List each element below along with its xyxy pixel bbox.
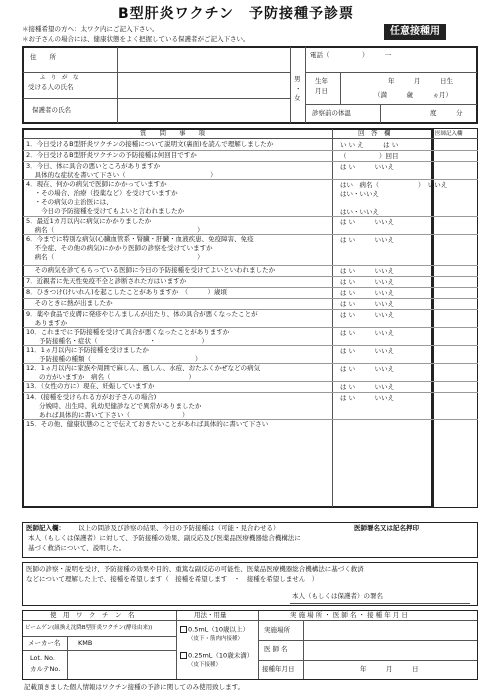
question-header: 質 問 事 項 <box>140 129 205 137</box>
dose-option-1[interactable]: 0.5mL（10歳以上） <box>180 626 249 634</box>
question-text: 12．1ヵ月以内に家族や周囲で麻しん、風しん、水痘、おたふくかぜなどの病気 の方がいますか 病名（ ） <box>26 364 261 381</box>
answer-choice[interactable]: は い いいえ <box>340 311 395 319</box>
recipient-name-label: 受ける人の氏名 <box>28 83 74 91</box>
doctor-text-2: 本人（もしくは保護者）に対して、予防接種の効果、副反応及び医薬品医療機器総合機構法に <box>28 534 301 542</box>
answer-choice[interactable]: は い いいえ <box>340 163 395 171</box>
age-field[interactable]: （満 歳 ヵ月） <box>374 91 452 99</box>
maker-value: KMB <box>78 639 93 647</box>
place-header: 実 施 場 所 ・ 医 師 名 ・ 接 種 年 月 日 <box>290 611 408 619</box>
answer-choice[interactable]: は い いいえ <box>340 394 395 402</box>
page-title: B型肝炎ワクチン 予防接種予診票 <box>118 6 354 22</box>
answer-choice[interactable]: い い え は い <box>340 141 399 149</box>
karte-label: カルテNo. <box>30 665 61 673</box>
answer-choice[interactable]: は い いいえ <box>340 383 395 391</box>
temperature-field[interactable]: 度 分 <box>430 109 463 117</box>
address-label: 住 所 <box>30 53 56 61</box>
doctor-signature[interactable]: 医師署名又は記名押印 <box>354 524 419 532</box>
gender-male[interactable]: 男 <box>294 75 301 83</box>
optional-vaccination-badge: 任意接種用 <box>384 24 446 40</box>
gender-female[interactable]: 女 <box>294 94 301 102</box>
phone-field[interactable]: 電話（ ） 一 <box>310 51 392 59</box>
answer-choice[interactable]: は い いいえ <box>340 278 395 286</box>
doctor-header: 医師記入欄 <box>435 131 463 137</box>
question-text: 6．今までに特別な病気(心臓血管系・腎臓・肝臓・血液疾患、免疫障害、免疫 不全症、その他の病気)にかかり医師の診察を受けていますか 病名（ ） <box>26 235 254 261</box>
question-text: 4．現在、何かの病気で医師にかかっていますか ・その場合、治療（投薬など）を受けていますか ・その病気の主治医には、 今日の予防接種を受けてもよいと言われましたか <box>26 180 185 215</box>
dose-option-1-route: （皮下・筋肉内接種） <box>188 636 244 642</box>
question-text: 11．1ヵ月以内に予防接種を受けましたか 予防接種の種類（ ） <box>26 346 202 363</box>
doctor-judgment[interactable]: 以上の問診及び診察の結果、今日の予防接種は（可能・見合わせる） <box>78 524 280 532</box>
doctor-text-3: 基づく救済について、説明した。 <box>28 544 126 552</box>
answer-choice[interactable]: は い いいえ <box>340 347 395 355</box>
dose-option-2-route: （皮下接種） <box>188 662 222 668</box>
place-label: 実施場所 <box>264 626 290 634</box>
vaccine-name-header: 使 用 ワ ク チ ン 名 <box>50 611 135 619</box>
consent-choice[interactable]: などについて理解した上で、接種を希望します（ 接種を希望します ・ 接種を希望しません ） <box>26 575 319 583</box>
consent-line-1: 医師の診察・説明を受け、予防接種の効果や目的、重篤な副反応の可能性、医薬品医療機器総合機構法に基づく救済 <box>26 565 364 573</box>
lot-label: Lot. No. <box>30 654 55 662</box>
question-text: その病気を診てもらっている医師に今日の予防接種を受けてよいといわれましたか <box>26 266 276 274</box>
question-text: 8．ひきつけ(けいれん)を起こしたことがありますか （ ）歳頃 <box>26 288 227 296</box>
question-text: 1．今日受けるB型肝炎ワクチンの接種について説明文(裏面)を読んで理解しましたか <box>26 140 274 148</box>
dose-1-checkbox[interactable] <box>180 626 187 633</box>
guardian-name-label: 保護者の氏名 <box>32 106 71 114</box>
note-2: ＊お子さんの場合には、健康状態をよく把握している保護者がご記入下さい。 <box>22 35 250 43</box>
vaccine-name: ビームゲン(組換え沈降B型肝炎ワクチン(酵母由来)) <box>25 625 153 631</box>
privacy-footer: 記載頂きました個人情報はワクチン接種の予診に関してのみ使用致します。 <box>24 683 245 691</box>
dose-2-checkbox[interactable] <box>180 652 187 659</box>
question-text: 10．これまでに予防接種を受けて具合が悪くなったことがありますか 予防接種名・症状（ ・ ） <box>26 328 230 345</box>
date-field[interactable]: 年 月 日 <box>360 665 419 673</box>
dose-option-2[interactable]: 0.25mL（10歳未満） <box>180 652 253 660</box>
question-text: 14．(接種を受けられる方がお子さんの場合) 分娩時、出生時、乳幼児健診などで異常がありましたか あれば具体的に書いて下さい（ ） <box>26 393 202 419</box>
answer-choice[interactable]: は い いいえ <box>340 365 395 373</box>
note-1: ＊接種希望の方へ：太ワク内にご記入下さい。 <box>22 25 159 33</box>
birth-label-2: 月日 <box>315 87 328 95</box>
question-text: 9．薬や食品で皮膚に発疹やじんましんが出たり、体の具合が悪くなったことが ありますか <box>26 310 258 327</box>
answer-choice[interactable]: は い いいえ <box>340 236 395 244</box>
question-text: 7．近親者に先天性免疫不全と診断された方はいますか <box>26 277 187 285</box>
question-text: 2．今日受けるB型肝炎ワクチンの予防接種は何回目ですか <box>26 151 197 159</box>
gender-sep: ・ <box>295 85 302 93</box>
temperature-label: 診察前の体温 <box>312 109 351 117</box>
dose-header: 用法・用量 <box>194 611 227 619</box>
answer-choice[interactable]: は い いいえ <box>340 267 395 275</box>
birthdate-field[interactable]: 年 月 日生 <box>388 77 453 85</box>
question-text: 3．今日、体に具合の悪いところがありますか 具体的な症状を書いて下さい（ ） <box>26 162 217 179</box>
question-text: そのときに熱が出ましたか <box>26 299 113 307</box>
answer-choice[interactable]: はい 病名（ ） いいえ はい・いいえ はい・いいえ <box>340 181 448 216</box>
answer-choice[interactable]: は い いいえ <box>340 218 395 226</box>
question-text: 5．最近1カ月以内に病気にかかりましたか 病名（ ） <box>26 217 204 234</box>
answer-choice[interactable]: は い いいえ <box>340 289 395 297</box>
question-text: 13．（女性の方に）現在、妊娠していますか <box>26 382 155 390</box>
consent-signature[interactable]: 本人（もしくは保護者）の署名 <box>292 592 383 600</box>
answer-choice[interactable]: （ ）回目 <box>340 152 399 160</box>
answer-choice[interactable]: は い いいえ <box>340 300 395 308</box>
birth-label-1: 生年 <box>315 77 328 85</box>
doctor-name-label: 医 師 名 <box>264 645 288 653</box>
question-text: 15．その他、健康状態のことで伝えておきたいことがあれば具体的に書いて下さい <box>26 420 269 428</box>
date-label: 接種年月日 <box>262 665 295 673</box>
furigana-label: ふ り が な <box>40 75 79 81</box>
answer-header: 回 答 欄 <box>358 129 391 137</box>
maker-label: メーカー名 <box>28 639 61 647</box>
doctor-label: 医師記入欄： <box>26 524 65 532</box>
answer-choice[interactable]: は い いいえ <box>340 329 395 337</box>
